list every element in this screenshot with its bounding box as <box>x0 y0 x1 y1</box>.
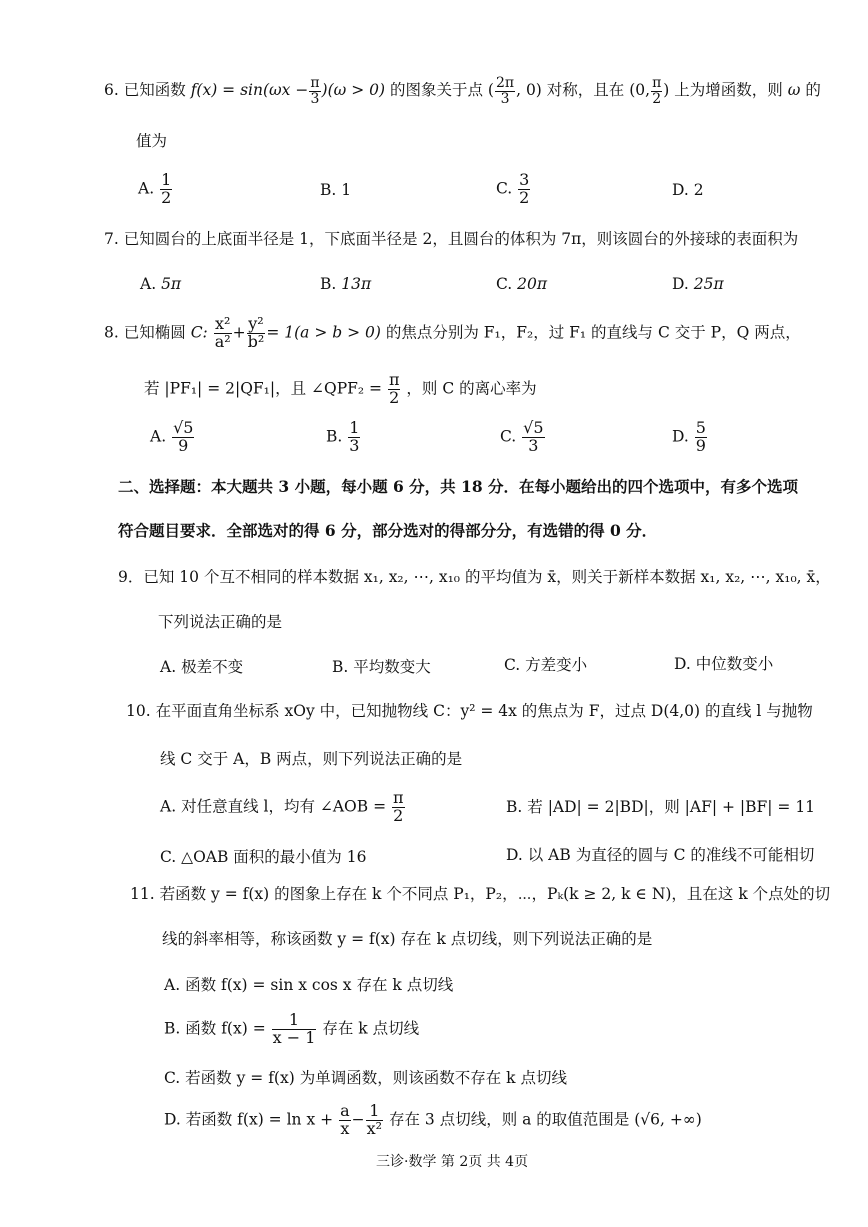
q8-y2-over-b2: $\frac{\text{y²}}{\text{b²}}$ <box>247 314 265 351</box>
q7-option-a: A. 5π <box>140 275 182 293</box>
q6-stem-e: 的 <box>805 81 821 100</box>
option-value: 1 <box>341 181 352 199</box>
q6-point-close: , 0) <box>516 81 542 100</box>
q8-option-a <box>150 420 195 455</box>
q11-number: 11. <box>130 885 155 903</box>
section2-line1: 二、选择题：本大题共 3 小题，每小题 6 分，共 18 分．在每小题给出的四个选项中，有多个选项 <box>118 477 799 496</box>
q10-pi-over-2: $\frac{\pi}{2}$ <box>393 788 404 825</box>
page-footer: 三诊·数学 第 2页 共 4页 <box>376 1154 529 1170</box>
q6-line2: 值为 <box>136 132 168 150</box>
q9-number: 9． <box>118 568 144 586</box>
option-label: C. <box>500 427 517 446</box>
q7-option-b: B. 13π <box>320 275 372 293</box>
option-fraction: $\frac{3}{2}$ <box>519 170 530 207</box>
q11-option-b: B. 函数 f(x) = $\frac{1}{x - 1}$ 存在 k 点切线 <box>164 1010 420 1047</box>
q8-stem-a: 已知椭圆 <box>123 323 186 342</box>
q11-option-c: C. 若函数 y = f(x) 为单调函数，则该函数不存在 k 点切线 <box>164 1069 567 1087</box>
q6-option-d <box>672 181 704 199</box>
q8-number: 8. <box>104 323 119 342</box>
q11-line1 <box>130 885 830 904</box>
q6-stem-c: 对称，且在 <box>546 81 625 100</box>
q10-option-a: A. 对任意直线 l，均有 ∠AOB = $\frac{\pi}{2}$ <box>160 788 404 825</box>
q8-x2-over-a2: $\frac{\text{x²}}{\text{a²}}$ <box>214 314 231 351</box>
q11-option-a: A. 函数 f(x) = sin x cos x 存在 k 点切线 <box>164 976 454 994</box>
q7-option-d: D. 25π <box>672 275 724 293</box>
q8-option-b <box>326 420 361 455</box>
q6-func: f(x) = sin(ωx − <box>190 81 309 100</box>
q6-interval-close: ) <box>663 81 670 100</box>
q7-line1 <box>104 230 798 249</box>
option-label: C. <box>496 179 513 198</box>
q11-line2: 线的斜率相等，称该函数 y = f(x) 存在 k 点切线，则下列说法正确的是 <box>162 930 653 948</box>
q6-pi-over-2: $\frac{\pi}{2}$ <box>652 75 662 107</box>
q6-stem-a: 已知函数 <box>123 81 186 100</box>
q7-option-c: C. 20π <box>496 275 548 293</box>
q6-pi-over-3: $\frac{\pi}{3}$ <box>310 75 320 107</box>
q10-option-b: B. 若 |AD| = 2|BD|，则 |AF| + |BF| = 11 <box>506 798 816 816</box>
q8-line2 <box>144 372 537 407</box>
q8-option-d <box>672 420 708 455</box>
q9-line1 <box>118 568 831 587</box>
option-label: A. <box>138 179 155 198</box>
q9-text: 已知 10 个互不相同的样本数据 x₁, x₂, ⋯, x₁₀ 的平均值为 x̄，则关于新样本数据 x₁, x₂, ⋯, x₁₀, x̄， <box>143 568 831 586</box>
option-fraction: $\frac{√5}{9}$ <box>173 418 194 455</box>
q9-option-a: A. 极差不变 <box>160 658 244 676</box>
q9-option-d: D. 中位数变小 <box>674 655 774 673</box>
q6-option-c <box>496 172 531 207</box>
q8-ask: ，则 C 的离心率为 <box>406 379 537 398</box>
q11-b-fraction: $\frac{1}{x - 1}$ <box>272 1010 316 1047</box>
q6-option-b <box>320 181 351 199</box>
q10-line2: 线 C 交于 A，B 两点，则下列说法正确的是 <box>160 750 463 768</box>
option-value: 2 <box>693 181 704 199</box>
q9-option-b: B. 平均数变大 <box>332 658 431 676</box>
q6-func-tail: )(ω > 0) <box>321 81 386 100</box>
option-label: B. <box>320 181 337 199</box>
option-label: D. <box>672 181 689 199</box>
q8-eq: = 1(a > b > 0) <box>266 323 381 342</box>
option-fraction: $\frac{√5}{3}$ <box>523 418 544 455</box>
q6-point-open: ( <box>487 81 494 100</box>
option-fraction: $\frac{1}{2}$ <box>161 170 172 207</box>
q8-c: C: <box>190 323 208 342</box>
q6-option-a <box>138 172 173 207</box>
option-fraction: $\frac{1}{3}$ <box>349 418 360 455</box>
option-label: D. <box>672 427 689 446</box>
q8-cond: 若 |PF₁| = 2|QF₁|，且 ∠QPF₂ = <box>144 379 383 398</box>
q6-omega: ω <box>787 81 801 100</box>
section2-line2: 符合题目要求．全部选对的得 6 分，部分选对的得部分分，有选错的得 0 分． <box>118 521 658 540</box>
q11-option-d: D. 若函数 f(x) = ln x + $\frac{a}{x}$ − $\frac{1}{\text{x²}}$ 存在 3 点切线，则 a 的取值范围是 (√6, +∞) <box>164 1101 702 1138</box>
q11-text: 若函数 y = f(x) 的图象上存在 k 个不同点 P₁，P₂，⋯，Pₖ(k ≥ 2, k ∈ N)，且在这 k 个点处的切 <box>159 885 831 903</box>
q10-line1 <box>126 702 813 721</box>
q6-line1 <box>104 76 821 106</box>
q11-1-over-x2: $\frac{1}{\text{x²}}$ <box>366 1101 383 1138</box>
q10-number: 10. <box>126 702 151 720</box>
q6-number: 6. <box>104 81 119 100</box>
q10-option-c: C. △OAB 面积的最小值为 16 <box>160 848 367 866</box>
q8-line1 <box>104 316 801 351</box>
q9-option-c: C. 方差变小 <box>504 656 588 674</box>
q7-text: 已知圆台的上底面半径是 1，下底面半径是 2，且圆台的体积为 7π，则该圆台的外接球的表面积为 <box>123 230 799 248</box>
option-label: A. <box>150 427 167 446</box>
q8-stem-b: 的焦点分别为 F₁，F₂，过 F₁ 的直线与 C 交于 P，Q 两点， <box>385 323 801 342</box>
q10-option-d: D. 以 AB 为直径的圆与 C 的准线不可能相切 <box>506 846 815 864</box>
q6-stem-b: 的图象关于点 <box>389 81 483 100</box>
q8-pi-over-2: $\frac{\pi}{2}$ <box>388 370 400 407</box>
option-label: B. <box>326 427 343 446</box>
option-fraction: $\frac{5}{9}$ <box>695 418 706 455</box>
q6-2pi-over-3: $\frac{2\pi}{3}$ <box>495 75 515 107</box>
q7-number: 7. <box>104 230 119 248</box>
q8-option-c <box>500 420 546 455</box>
q6-stem-d: 上为增函数，则 <box>674 81 783 100</box>
q6-interval-open: (0, <box>629 81 651 100</box>
q11-a-over-x: $\frac{a}{x}$ <box>340 1101 350 1138</box>
q8-plus: + <box>232 323 246 342</box>
q9-line2: 下列说法正确的是 <box>158 613 283 631</box>
q10-text: 在平面直角坐标系 xOy 中，已知抛物线 C：y² = 4x 的焦点为 F，过点 D(4,0) 的直线 l 与抛物 <box>155 702 813 720</box>
